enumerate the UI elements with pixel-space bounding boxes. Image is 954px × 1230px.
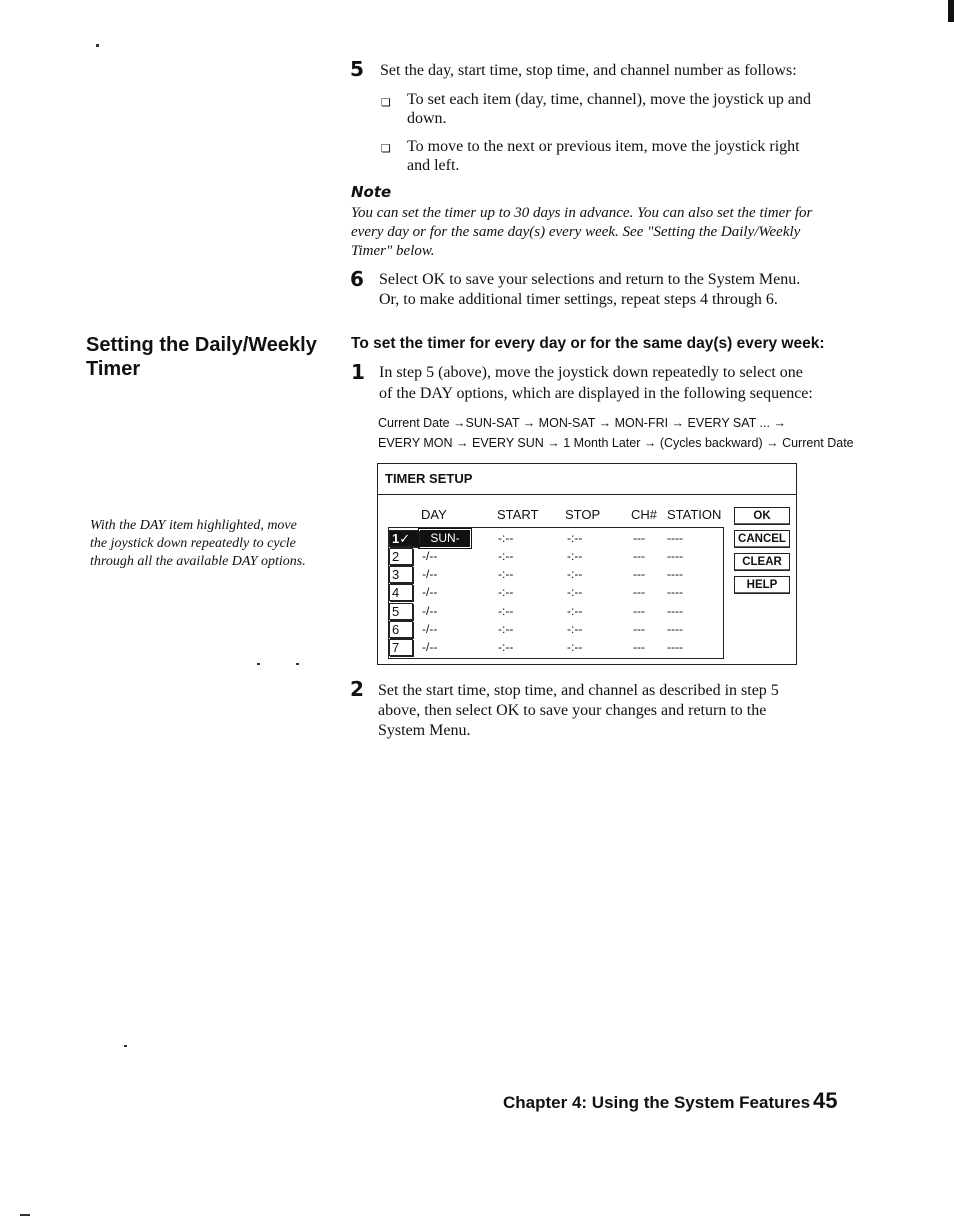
day-sequence-line-1: Current Date →SUN-SAT → MON-SAT → MON-FRI → EVERY SAT ... → <box>378 416 786 430</box>
note-line-1: You can set the timer up to 30 days in advance. You can also set the timer for <box>351 205 813 221</box>
column-header-day: DAY <box>421 507 447 522</box>
timer-channel[interactable]: --- <box>633 640 645 654</box>
timer-channel[interactable]: --- <box>633 567 645 581</box>
step-6-number: 6 <box>350 267 364 291</box>
section-title-line-2: Timer <box>86 358 141 380</box>
scan-speck <box>257 663 260 665</box>
timer-station: ---- <box>667 567 683 581</box>
timer-day[interactable]: -/-- <box>422 567 438 581</box>
step-2-line-3: System Menu. <box>378 722 471 739</box>
column-header-stop: STOP <box>565 507 601 522</box>
timer-station: ---- <box>667 585 683 599</box>
timer-channel[interactable]: --- <box>633 531 645 545</box>
note-heading: Note <box>351 183 392 201</box>
column-header-channel: CH# <box>631 507 658 522</box>
section-subheading: To set the timer for every day or for the same day(s) every week: <box>351 335 825 352</box>
step-5-bullet-1-line-2: down. <box>407 110 447 127</box>
timer-stop[interactable]: -:-- <box>567 585 583 599</box>
section-title-line-1: Setting the Daily/Weekly <box>86 334 317 356</box>
timer-channel[interactable]: --- <box>633 604 645 618</box>
timer-channel[interactable]: --- <box>633 622 645 636</box>
timer-row-number[interactable]: 6 <box>389 621 413 638</box>
scan-speck <box>296 663 299 665</box>
timer-station: ---- <box>667 604 683 618</box>
timer-station: ---- <box>667 640 683 654</box>
step-6-line-1: Select OK to save your selections and return to the System Menu. <box>379 271 801 288</box>
timer-stop[interactable]: -:-- <box>567 549 583 563</box>
step-5-bullet-2-line-2: and left. <box>407 157 460 174</box>
timer-day[interactable]: -/-- <box>422 585 438 599</box>
timer-start[interactable]: -:-- <box>498 531 514 545</box>
step-6-line-2: Or, to make additional timer settings, repeat steps 4 through 6. <box>379 291 778 308</box>
timer-row-number[interactable]: 2 <box>389 548 413 565</box>
side-note-line-1: With the DAY item highlighted, move <box>90 518 297 533</box>
step-1-number: 1 <box>351 360 365 384</box>
chapter-footer: Chapter 4: Using the System Features <box>503 1093 811 1112</box>
timer-station: ---- <box>667 622 683 636</box>
step-2-line-1: Set the start time, stop time, and channel as described in step 5 <box>378 682 779 699</box>
timer-row-number[interactable]: 5 <box>389 603 413 620</box>
side-note-line-3: through all the available DAY options. <box>90 554 306 569</box>
timer-row-number[interactable]: 7 <box>389 639 413 656</box>
note-line-3: Timer" below. <box>351 243 435 259</box>
timer-day[interactable]: -/-- <box>422 640 438 654</box>
bullet-icon: ❏ <box>381 142 391 155</box>
step-5-number: 5 <box>350 57 364 81</box>
ok-button[interactable]: OK <box>734 507 790 525</box>
timer-start[interactable]: -:-- <box>498 585 514 599</box>
timer-channel[interactable]: --- <box>633 549 645 563</box>
timer-row-number[interactable]: 1✓ <box>389 530 419 547</box>
help-button[interactable]: HELP <box>734 576 790 594</box>
timer-row-number[interactable]: 3 <box>389 566 413 583</box>
timer-station: ---- <box>667 549 683 563</box>
timer-row-number[interactable]: 4 <box>389 584 413 601</box>
timer-stop[interactable]: -:-- <box>567 640 583 654</box>
timer-start[interactable]: -:-- <box>498 549 514 563</box>
step-1-line-1: In step 5 (above), move the joystick down repeatedly to select one <box>379 364 803 381</box>
page-edge-mark <box>948 0 954 22</box>
step-5-bullet-1-line-1: To set each item (day, time, channel), move the joystick up and <box>407 91 811 108</box>
scan-speck <box>96 44 99 47</box>
scan-speck <box>124 1045 127 1047</box>
timer-start[interactable]: -:-- <box>498 640 514 654</box>
cancel-button[interactable]: CANCEL <box>734 530 790 548</box>
timer-station: ---- <box>667 531 683 545</box>
timer-stop[interactable]: -:-- <box>567 567 583 581</box>
timer-day[interactable]: -/-- <box>422 604 438 618</box>
column-header-start: START <box>497 507 539 522</box>
timer-start[interactable]: -:-- <box>498 567 514 581</box>
timer-stop[interactable]: -:-- <box>567 531 583 545</box>
step-5-bullet-2-line-1: To move to the next or previous item, move the joystick right <box>407 138 800 155</box>
timer-start[interactable]: -:-- <box>498 604 514 618</box>
timer-start[interactable]: -:-- <box>498 622 514 636</box>
step-2-number: 2 <box>350 677 364 701</box>
timer-channel[interactable]: --- <box>633 585 645 599</box>
page-number: 45 <box>813 1088 838 1113</box>
day-sequence-line-2: EVERY MON → EVERY SUN → 1 Month Later → (Cycles backward) → Current Date <box>378 436 854 450</box>
step-5-text: Set the day, start time, stop time, and channel number as follows: <box>380 62 797 79</box>
timer-day-selected[interactable]: SUN-SAT <box>420 530 470 547</box>
timer-day[interactable]: -/-- <box>422 549 438 563</box>
timer-day[interactable]: -/-- <box>422 622 438 636</box>
timer-setup-title: TIMER SETUP <box>385 471 473 486</box>
panel-divider <box>377 494 797 495</box>
scan-speck <box>20 1214 30 1216</box>
timer-stop[interactable]: -:-- <box>567 622 583 636</box>
column-header-station: STATION <box>667 507 722 522</box>
bullet-icon: ❏ <box>381 96 391 109</box>
timer-stop[interactable]: -:-- <box>567 604 583 618</box>
side-note-line-2: the joystick down repeatedly to cycle <box>90 536 296 551</box>
note-line-2: every day or for the same day(s) every week. See "Setting the Daily/Weekly <box>351 224 801 240</box>
clear-button[interactable]: CLEAR <box>734 553 790 571</box>
step-1-line-2: of the DAY options, which are displayed in the following sequence: <box>379 385 813 402</box>
step-2-line-2: above, then select OK to save your changes and return to the <box>378 702 767 719</box>
